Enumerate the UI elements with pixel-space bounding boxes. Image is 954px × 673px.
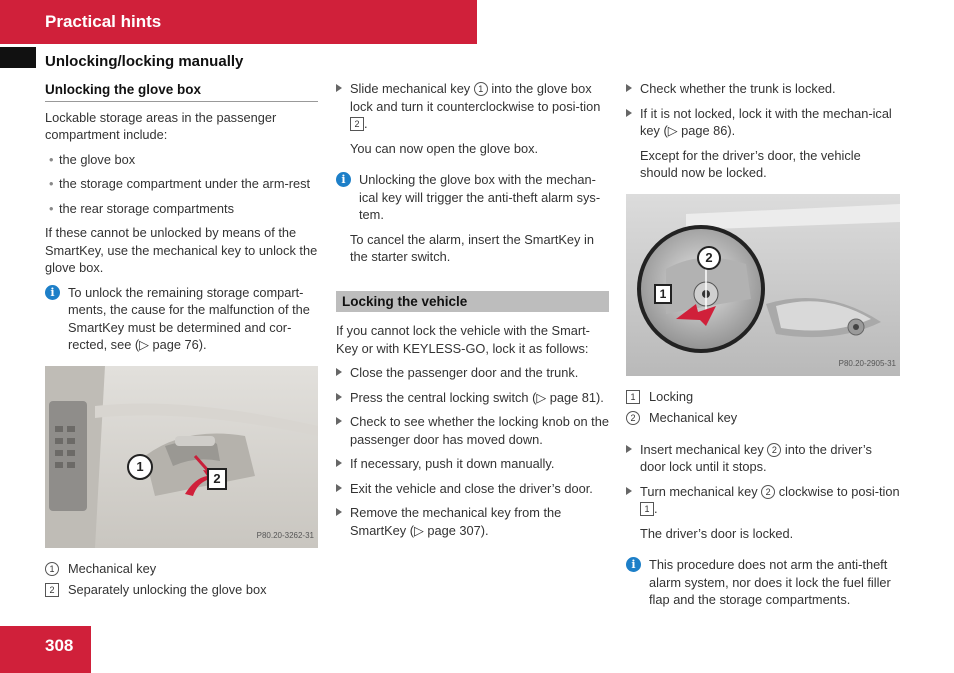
glove-box-illustration [45,366,318,548]
step-result: The driver’s door is locked. [640,525,794,541]
step-arrow-icon [336,508,342,516]
info-icon: i [626,557,641,572]
step-arrow-icon [336,393,342,401]
step-arrow-icon [626,445,632,453]
column-1 [45,80,318,603]
info-note [626,556,900,609]
step [336,389,609,407]
legend-text: Mechanical key [68,560,157,576]
step-arrow-icon [336,84,342,92]
header-title: Practical hints [45,12,162,31]
step [336,413,609,448]
step [626,105,900,140]
step-arrow-icon [336,368,342,376]
header-bar [0,0,477,44]
info-text: To unlock the remaining storage compart-ments, the cause for the malfunction of the SmartKey must be determined and cor-rected, see (▷ page 76). [68,284,310,352]
info-text: Unlocking the glove box with the mechan-ical key will trigger the anti-theft alarm sys-tem. [359,172,601,222]
legend-item [45,581,318,599]
marker-circle: 1 [45,562,59,576]
subhead-glove-box: Unlocking the glove box [45,80,318,102]
column-2 [336,80,609,546]
step-arrow-icon [626,109,632,117]
info-note [336,171,609,224]
step-arrow-icon [626,487,632,495]
callout-2: 2 [207,468,227,490]
step-text: into the glove box lock and turn it counterclockwise to posi-tion [350,81,601,114]
section-marker [0,47,36,68]
callout-2: 2 [697,246,721,270]
section-title: Unlocking/locking manually [45,53,244,70]
marker-circle: 2 [761,485,775,499]
list-item: • the rear storage compartments [45,200,318,218]
step-text: Check to see whether the locking knob on the passenger door has moved down. [350,414,609,447]
subhead-locking: Locking the vehicle [336,291,609,313]
paragraph: If these cannot be unlocked by means of the SmartKey, use the mechanical key to unlock the glove box. [45,225,318,275]
step-text: Slide mechanical key [350,81,474,96]
step-text: Close the passenger door and the trunk. [350,365,579,380]
step-turn-key [626,483,900,518]
column-3 [626,80,900,616]
step-result: Except for the driver’s door, the vehicle should now be locked. [640,147,861,180]
step-text: clockwise to posi-tion [775,483,900,499]
marker-square: 1 [626,390,640,404]
legend-item [626,409,900,427]
step-text: If necessary, push it down manually. [350,456,555,471]
intro-text: Lockable storage areas in the passenger compartment include: [45,109,277,142]
info-continuation: To cancel the alarm, insert the SmartKey in the starter switch. [350,231,594,264]
legend-text: Mechanical key [649,410,738,425]
step-text: . [654,501,658,516]
step [626,80,900,98]
info-text: This procedure does not arm the anti-theft alarm system, nor does it lock the fuel filler flap and the storage compartments. [649,557,891,607]
step-text: If it is not locked, lock it with the mechan-ical key (▷ page 86). [640,105,892,138]
legend-text: Separately unlocking the glove box [68,582,267,597]
door-handle-photo [626,194,900,376]
info-icon: i [45,285,60,300]
step-text: into the driver’s door lock until it stops. [640,441,872,474]
step-arrow-icon [336,459,342,467]
step-text: Check whether the trunk is locked. [640,81,836,96]
legend-item [626,388,900,406]
glove-box-photo [45,366,318,548]
photo-code: P80.20-2905-31 [838,359,896,368]
callout-1: 1 [654,284,672,304]
legend-item [45,560,318,578]
step-arrow-icon [336,417,342,425]
list-item: • the glove box [45,151,318,169]
page-number-box [0,626,91,673]
list-item: • the storage compartment under the arm-rest [45,175,318,193]
step-text: Remove the mechanical key from the SmartKey (▷ page 307). [350,505,562,538]
step-text: Press the central locking switch (▷ page 81). [350,389,604,405]
step-text: . [364,116,368,131]
callout-1: 1 [127,454,153,480]
step-text: Insert mechanical key [640,441,768,457]
marker-circle: 1 [474,82,488,96]
step-arrow-icon [336,484,342,492]
step [336,364,609,382]
step-text: Turn mechanical key [640,483,762,499]
step [336,504,609,539]
marker-square: 1 [640,502,654,516]
marker-square: 2 [45,583,59,597]
step-result: You can now open the glove box. [350,140,539,156]
step-slide-key [336,80,609,133]
page-number: 308 [45,636,74,655]
step-insert-key [626,441,900,476]
step [336,480,609,498]
step-arrow-icon [626,84,632,92]
intro-text: If you cannot lock the vehicle with the Smart-Key or with KEYLESS-GO, lock it as follows: [336,323,590,356]
photo-code: P80.20-3262-31 [256,531,314,540]
marker-square: 2 [350,117,364,131]
marker-circle: 2 [767,443,781,457]
legend-text: Locking [649,388,694,404]
info-note [45,284,318,354]
marker-circle: 2 [626,411,640,425]
step-text: Exit the vehicle and close the driver’s door. [350,480,593,496]
info-icon: i [336,172,351,187]
step [336,455,609,473]
